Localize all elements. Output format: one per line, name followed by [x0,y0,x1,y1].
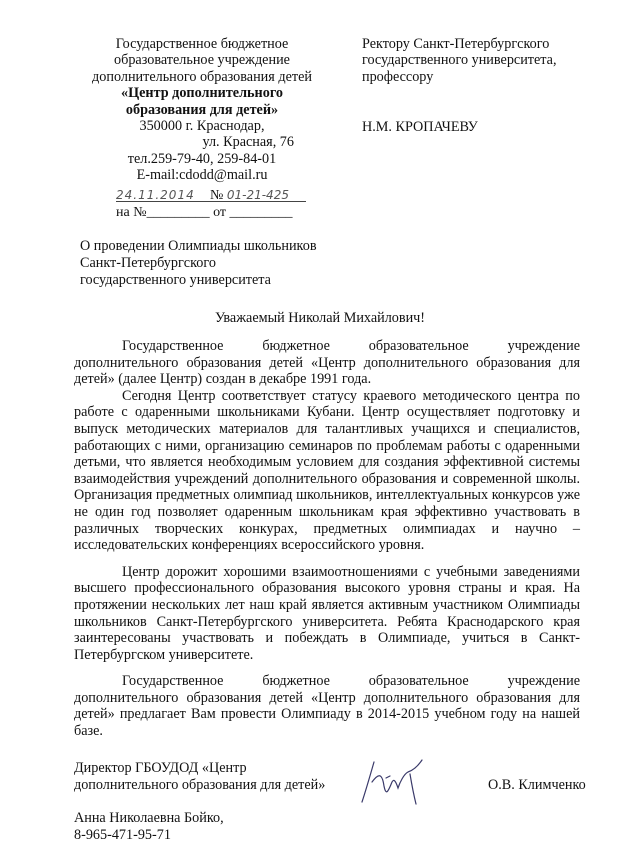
contact-block [74,810,224,844]
sender-block [86,36,318,184]
sender-line: дополнительного образования детей [92,68,312,85]
registration-date: 24.11.2014 [116,188,195,202]
letter-body [74,338,580,740]
sender-address: 350000 г. Краснодар, [139,118,265,135]
signatory-title-line: дополнительного образования для детей» [74,777,326,793]
sender-org-name: образования для детей» [125,101,279,118]
registration-number-value: 01-21-425 [226,188,289,202]
recipient-line: профессору [362,68,434,85]
signature-block [74,760,594,800]
contact-phone: 8-965-471-95-71 [74,827,171,843]
recipient-name: Н.М. КРОПАЧЕВУ [362,119,478,136]
body-paragraph: Государственное бюджетное образовательное учреждение дополнительного образования детей «Центр дополнительного образования для детей» предлагает Вам провести Олимпиаду в 2014-2015 учебном году на нашей базе. [74,673,580,740]
reference-line: на №_________ от _________ [116,205,293,220]
handwritten-signature [356,752,436,808]
registration-number-label: № [210,188,224,203]
sender-address: ул. Красная, 76 [202,134,294,151]
sender-phone: тел.259-79-40, 259-84-01 [127,150,277,167]
sender-org-name: «Центр дополнительного [120,85,284,102]
registration-block [116,187,326,223]
body-paragraph: Государственное бюджетное образовательное учреждение дополнительного образования детей «Центр дополнительного образования для детей» (далее Центр) создан в декабре 1991 года. [74,338,580,388]
subject-line: государственного университета [80,272,271,288]
body-paragraph: Сегодня Центр соответствует статусу краевого методического центра по работе с одаренными школьниками Кубани. Центр осуществляет подготовку и выпуск методических материалов для талантливых учащихся и специалистов, работающих с ними, организацию семинаров по проблемам работы с одаренными детьми, что является необходимым условием для создания эффективной системы взаимодействия учреждений дополнительного образования и современной школы. Организация предметных олимпиад школьников, интеллектуальных конкурсов уже не один год позволяет одаренным школьникам края эффективно участвовать в различных творческих конкурах, предметных олимпиадах и научно – исследовательских конференциях всероссийского уровня. [74,387,580,554]
signatory-title-line: Директор ГБОУДОД «Центр [74,760,247,776]
sender-line: Государственное бюджетное [115,36,289,52]
sender-email: E-mail:cdodd@mail.ru [136,167,268,184]
body-paragraph: Центр дорожит хорошими взаимоотношениями с учебными заведениями высшего профессионального образования высокого уровня страны и края. На протяжении нескольких лет наш край является активным участником Олимпиады школьников Санкт-Петербургского университета. Ребята Краснодарского края заинтересованы участвовать и побеждать в Олимпиаде, учиться в Санкт-Петербургском университете. [74,563,580,663]
signatory-title [74,760,374,794]
subject-line: О проведении Олимпиады школьников [80,238,317,254]
recipient-line: государственного университета, [362,52,557,69]
sender-line: образовательное учреждение [114,52,290,69]
subject-block [80,238,380,289]
registration-underline [116,201,306,202]
salutation: Уважаемый Николай Михайлович! [214,310,426,326]
subject-line: Санкт-Петербургского [80,255,216,271]
contact-name: Анна Николаевна Бойко, [74,810,224,826]
recipient-line: Ректору Санкт-Петербургского [362,36,550,52]
recipient-block [362,36,602,136]
signatory-name: О.В. Климченко [488,777,586,793]
